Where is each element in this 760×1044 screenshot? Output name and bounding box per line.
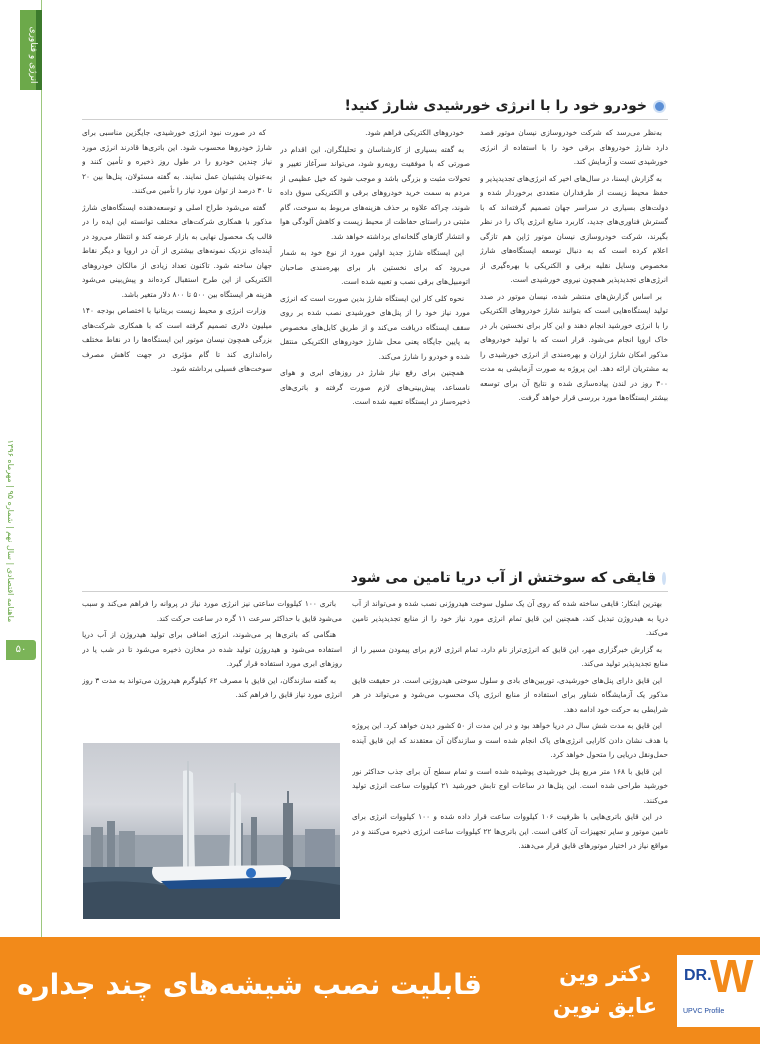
section-tab-label: انرژی و فناوری — [28, 26, 38, 84]
heading-bullet-icon — [662, 572, 666, 585]
paragraph: نحوه کلی کار این ایستگاه شارژ بدین صورت است که انرژی مورد نیاز خود را از پنل‌های خورشیدی نصب شده بر روی سقف ایستگاه دریافت می‌کند و از طریق کابل‌های مخصوص به پایین جایگاه یعنی محل شارژ خودروهای الکتریکی منتقل شده و خودرو را شارژ می‌کند. — [280, 293, 470, 361]
article2-heading — [350, 567, 666, 589]
paragraph: گفته می‌شود طراح اصلی و توسعه‌دهنده ایستگاه‌های شارژ مذکور با همکاری شرکت‌های مختلف توانسته این ایده را در قالب یک محصول نهایی به بازار عرضه کند و انتظار می‌رود در آینده‌ای نزدیک نمونه‌های بیشتری از آن در اروپا و دیگر نقاط جهان ساخته شود. تاکنون تعداد زیادی از مالکان خودروهای الکتریکی از این طرح استقبال کرده‌اند و پیش‌بینی می‌شود هزینه هر ایستگاه بین ۵۰۰ تا ۸۰۰ دلار متغیر باشد. — [82, 202, 272, 299]
paragraph: به‌نظر می‌رسد که شرکت خودروسازی نیسان موتور قصد دارد شارژ خودروهای برقی خود را با استفاده از انرژی خورشیدی تست و آزمایش کند. — [480, 128, 668, 166]
section-tab — [20, 10, 42, 90]
paragraph: بر اساس گزارش‌های منتشر شده، نیسان موتور در صدد تولید ایستگاه‌هایی است که بتوانند شارژ خودروهای الکتریکی را با انرژی خورشید انجام دهند و این کار برای نخستین بار در خاک اروپا انجام می‌شود. قرار است که با تولید خودروهای مذکور امکان شارژ ارزان و بهره‌مندی از انرژی خورشیدی را به مشتریان ارائه دهد. این پروژه به صورت آزمایشی به مدت ۳۰۰ روز در لندن پیاده‌سازی شده و نتایج آن برای توسعه بیشتر ایستگاه‌ها مورد بررسی قرار خواهد گرفت. — [480, 291, 668, 402]
ad-slogan: قابلیت نصب شیشه‌های چند جداره — [16, 968, 482, 1001]
paragraph: همچنین برای رفع نیاز شارژ در روزهای ابری و هوای نامساعد، پیش‌بینی‌های لازم صورت گرفته و باتری‌های ذخیره‌ساز در ایستگاه تعبیه شده است. — [280, 368, 470, 406]
heading-bullet-icon — [653, 100, 666, 113]
paragraph: به گفته بسیاری از کارشناسان و تحلیلگران، این اقدام در صورتی که با موفقیت روبه‌رو شود، می‌تواند سرآغاز تغییر و تحولات مثبت و بزرگی باشد و موجب شود که خیل عظیمی از مردم به سمت خرید خودروهای برقی و الکتریکی سوق داده شوند، چراکه علاوه بر حذف هزینه‌های مربوط به سوخت، گام مثبتی در راستای حفاظت از محیط زیست و کاهش آلودگی هوا و انتشار گازهای گلخانه‌ای برداشته خواهد شد. — [280, 144, 470, 241]
paragraph: این قایق با ۱۶۸ متر مربع پنل خورشیدی پوشیده شده است و تمام سطح آن برای جذب حداکثر نور خورشید طراحی شده است. این پنل‌ها در ساعات اوج تابش خورشید ۲۱ کیلووات ساعت انرژی تولید می‌کنند. — [352, 766, 668, 805]
paragraph: وزارت انرژی و محیط زیست بریتانیا با اختصاص بودجه ۱۴۰ میلیون دلاری تصمیم گرفته است که با همکاری شرکت‌های بزرگی همچون نیسان موتور این ایستگاه‌ها را در نقاط مختلف راه‌اندازی کند تا گام مؤثری در جهت کاهش مصرف سوخت‌های فسیلی برداشته شود. — [82, 306, 272, 373]
sidebar-rule — [41, 0, 42, 1044]
article1-title: خودرو خود را با انرژی خورشیدی شارژ کنید! — [344, 98, 647, 114]
article1-heading — [336, 95, 666, 117]
article1-column-right — [480, 126, 668, 546]
paragraph: که در صورت نبود انرژی خورشیدی، جایگزین مناسبی برای شارژ خودروها محسوب شود. این باتری‌ها قادرند انرژی مورد نیاز چندین خودرو را در طول روز ذخیره و تأمین کنند و به‌عنوان پشتیبان عمل نمایند. به گفته مسئولان، پنل‌ها بین ۲۰ تا ۳۰ درصد از توان مورد نیاز را تأمین می‌کنند. — [82, 128, 272, 195]
article2-column-left — [82, 597, 342, 735]
paragraph: خودروهای الکتریکی فراهم شود. — [365, 128, 464, 137]
paragraph: در این قایق باتری‌هایی با ظرفیت ۱۰۶ کیلووات ساعت قرار داده شده و ۱۰۰ کیلووات انرژی برای تامین موتور و سایر تجهیزات آن کافی است. این باتری‌ها ۲۲ کیلووات ساعت انرژی ذخیره می‌کنند و در مواقع نیاز در اختیار موتورهای قایق قرار می‌دهند. — [352, 812, 668, 850]
article2-title: قایقی که سوختش از آب دریا تامین می شود — [350, 570, 656, 586]
paragraph: به گزارش ایسنا، در سال‌های اخیر که انرژی‌های تجدیدپذیر و حفظ محیط زیست از طرفداران متعددی برخوردار شده و دولت‌های بسیاری در سراسر جهان تصمیم گرفته‌اند که با گسترش فناوری‌های جدید، کاربرد منابع انرژی پاک را در نظر بگیرند، شرکت خودروسازی نیسان موتور ژاپن هم تازگی اعلام کرده است که به دنبال توسعه ایستگاه‌های شارژ مخصوص وسایل نقلیه برقی و الکتریکی با بهره‌گیری از انرژی‌های تجدیدپذیر همچون نیروی خورشیدی است. — [480, 173, 668, 284]
paragraph: باتری ۱۰۰ کیلووات ساعتی نیز انرژی مورد نیاز در پروانه را فراهم می‌کند و سبب می‌شود قایق با حداکثر سرعت ۱۱ گره در ساعت حرکت کند. — [82, 599, 342, 623]
paragraph: به گفته سازندگان، این قایق با مصرف ۶۲ کیلوگرم هیدروژن می‌تواند به مدت ۳ روز انرژی مورد نیاز قایق را فراهم کند. — [82, 675, 342, 699]
article1-rule — [82, 119, 668, 120]
brand-logo-dr: DR. — [684, 967, 712, 984]
article1-column-left — [82, 126, 272, 546]
brand-logo-caption: UPVC Profile — [683, 1008, 725, 1015]
boat-photo — [83, 743, 340, 919]
ad-brand-subtitle: عایق نوین — [552, 994, 658, 1018]
ad-brand-name: دکتر وین — [559, 962, 651, 986]
paragraph: این قایق به مدت شش سال در دریا خواهد بود و در این مدت از ۵۰ کشور دیدن خواهد کرد. این پروژه با هدف نشان دادن کارایی انرژی‌های پاک انجام شده است و سازندگان آن معتقدند که این قایق آینده حمل‌ونقل دریایی را متحول خواهد کرد. — [352, 721, 668, 759]
paragraph: به گزارش خبرگزاری مهر، این قایق که انرژی‌تراز نام دارد، تمام انرژی لازم برای پیمودن مسیر را از منابع تجدیدپذیر تولید می‌کند. — [352, 644, 668, 668]
boat-photo-illustration — [83, 743, 340, 919]
paragraph: هنگامی که باتری‌ها پر می‌شوند، انرژی اضافی برای تولید هیدروژن از آب دریا استفاده می‌شود و هیدروژن تولید شده در مخازن ذخیره می‌شود تا در شب یا در روزهای ابری مورد استفاده قرار گیرد. — [82, 630, 342, 668]
issue-meta: ماهنامه اقتصادی | سال نهم | شماره ۹۵ | مهرماه ۱۳۹۶ — [6, 439, 15, 623]
paragraph: این قایق دارای پنل‌های خورشیدی، توربین‌های بادی و سلول سوختی هیدروژنی است. در حقیقت قایق مذکور یک آزمایشگاه شناور برای استفاده از منابع انرژی پاک محسوب می‌شود و می‌تواند در هر شرایطی به حرکت خود ادامه دهد. — [352, 675, 668, 714]
article2-rule — [82, 591, 668, 592]
article2-column-right — [352, 597, 668, 927]
paragraph: بهترین ابتکار: قایقی ساخته شده که روی آن یک سلول سوخت هیدروژنی نصب شده و می‌تواند از آب دریا به هیدروژن تبدیل کند، همچنین این قایق تمام انرژی مورد نیاز خود را از منابع تجدیدپذیر تامین می‌کند. — [352, 599, 668, 637]
page-number: ۵۰ — [6, 640, 36, 660]
paragraph: این ایستگاه شارژ جدید اولین مورد از نوع خود به شمار می‌رود که برای نخستین بار برای بهره‌مندی صاحبان اتومبیل‌های برقی نصب و تعبیه شده است. — [280, 248, 470, 286]
brand-logo-w: W — [710, 950, 754, 1002]
article1-column-middle — [280, 126, 470, 546]
